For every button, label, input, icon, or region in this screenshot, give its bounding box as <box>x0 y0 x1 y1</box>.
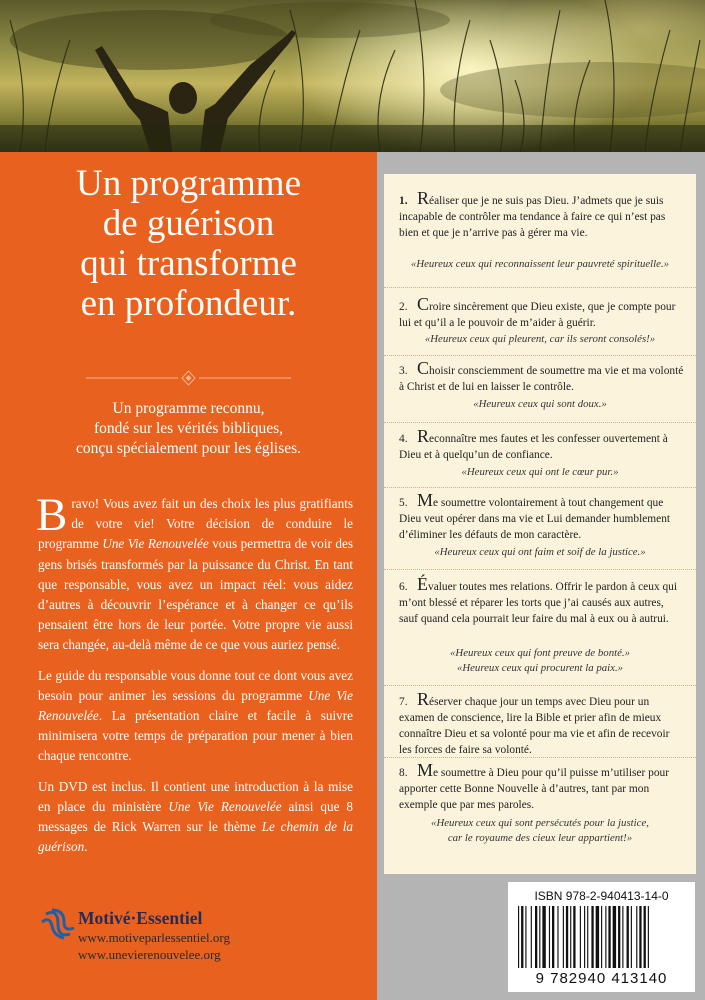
step-4-text: econnaître mes fautes et les confesser ouvertement à Dieu et à quelqu’un de confiance. <box>399 433 668 461</box>
separator <box>384 569 696 571</box>
step-7-number: 7. <box>399 696 408 708</box>
paragraph-3 <box>38 777 353 858</box>
step-6-quote <box>384 646 696 676</box>
barcode-bar <box>627 906 629 968</box>
step-2-quote <box>384 332 696 347</box>
barcode-bar <box>622 906 623 968</box>
step-4-number: 4. <box>399 433 408 445</box>
paragraph-2-part-b: . La présentation claire et facile à suivre minimisera votre temps de préparation pour mener à bien chaque rencontre. <box>38 708 353 764</box>
barcode-bar <box>596 906 599 968</box>
step-6 <box>399 574 684 627</box>
step-6-text: valuer toutes mes relations. Offrir le pardon à ceux qui m’ont blessé et réparer les torts que j’ai causés aux autres, sauf quand cela pourrait leur faire du mal à eux ou à autrui. <box>399 581 678 625</box>
barcode-bar <box>580 906 581 968</box>
subtitle-line-2: fondé sur les vérités bibliques, <box>94 420 283 437</box>
step-2-number: 2. <box>399 301 408 313</box>
right-column <box>377 152 705 1000</box>
step-6-number: 6. <box>399 581 408 593</box>
barcode-bar <box>570 906 571 968</box>
step-3-number: 3. <box>399 365 408 377</box>
separator <box>384 287 696 289</box>
step-7-text: éserver chaque jour un temps avec Dieu pour un examen de conscience, lire la Bible et prier afin de mieux connaître Dieu et sa volonté pour ma vie et afin de recevoir les forces de faire sa volonté. <box>399 696 670 756</box>
step-6-quote-line-1: «Heureux ceux qui font preuve de bonté.» <box>450 647 630 659</box>
barcode-bar <box>584 906 585 968</box>
drop-cap: B <box>36 489 68 541</box>
isbn-label: ISBN 978-2-940413-14-0 <box>534 889 669 903</box>
step-4-quote <box>384 465 696 480</box>
step-8-number: 8. <box>399 767 408 779</box>
barcode-bar <box>587 906 588 968</box>
barcode-digits: 9 782940 413140 <box>535 970 668 987</box>
separator <box>384 757 696 759</box>
barcode-bar <box>648 906 649 968</box>
subtitle-line-3: conçu spécialement pour les églises. <box>75 440 302 457</box>
paragraph-2-italic: Une Vie Renouvelée <box>38 687 353 724</box>
paragraph-3-part-b: ainsi que 8 messages de Rick Warren sur le thème <box>38 798 353 835</box>
headline-line-4: en profondeur. <box>80 283 297 324</box>
step-1-cap: R <box>417 188 430 208</box>
paragraph-1 <box>36 489 353 656</box>
left-column <box>0 152 377 1000</box>
subtitle <box>0 399 377 459</box>
barcode-bar <box>557 906 558 968</box>
steps-panel <box>384 174 696 874</box>
step-8-quote <box>384 816 696 846</box>
paragraph-2 <box>38 666 353 767</box>
barcode-bar <box>605 906 606 968</box>
step-8-quote-line-1: «Heureux ceux qui sont persécutés pour la justice, <box>431 817 649 829</box>
publisher-name: Motivé·Essentiel <box>78 908 203 928</box>
step-5-quote <box>384 545 696 560</box>
barcode-bar <box>608 906 610 968</box>
body-text <box>36 489 353 867</box>
barcode-bar <box>613 906 616 968</box>
step-3-cap: C <box>417 358 430 378</box>
paragraph-2-part-a: Le guide du responsable vous donne tout ce dont vous avez besoin pour animer les sessions du programme <box>38 667 353 703</box>
ornament-divider <box>86 370 291 386</box>
barcode-bar <box>535 906 537 968</box>
barcode-bar <box>566 906 568 968</box>
paragraph-3-part-c: . <box>84 839 88 855</box>
step-5-number: 5. <box>399 497 408 509</box>
barcode-bar <box>639 906 641 968</box>
step-1 <box>399 188 684 241</box>
barcode-bar <box>563 906 564 968</box>
step-5-cap: M <box>417 490 434 510</box>
step-1-quote-line: «Heureux ceux qui reconnaissent leur pauvreté spirituelle.» <box>410 258 670 270</box>
step-1-quote <box>384 257 696 272</box>
step-3-quote <box>384 397 696 412</box>
step-4 <box>399 426 684 463</box>
barcode-bar <box>525 906 526 968</box>
barcode-bar <box>518 906 519 968</box>
step-7-cap: R <box>417 689 430 709</box>
barcode-bar <box>631 906 632 968</box>
barcode-bar <box>552 906 554 968</box>
paragraph-1-part-a: ravo! Vous avez fait un des choix les plus gratifiants de votre vie! Votre décision de conduire le programme <box>38 496 353 552</box>
headline-line-2: de guérison <box>102 203 275 244</box>
step-5-quote-line: «Heureux ceux qui ont faim et soif de la justice.» <box>434 546 646 558</box>
publisher-url-2[interactable]: www.unevierenouvelee.org <box>78 947 221 962</box>
barcode-bar <box>618 906 620 968</box>
step-4-quote-line: «Heureux ceux qui ont le cœur pur.» <box>461 466 619 478</box>
step-3-quote-line: «Heureux ceux qui sont doux.» <box>473 398 607 410</box>
barcode-bar <box>573 906 575 968</box>
separator <box>384 355 696 357</box>
step-1-text: éaliser que je ne suis pas Dieu. J’admets que je suis incapable de contrôler ma tendance à faire ce qui n’est pas bien et que je n’arrive pas à gérer ma vie. <box>399 195 666 239</box>
step-4-cap: R <box>417 426 430 446</box>
barcode-bar <box>601 906 602 968</box>
barcode-bar <box>521 906 523 968</box>
barcode-bar <box>542 906 545 968</box>
step-3 <box>399 358 684 395</box>
paragraph-3-part-a: Un DVD est inclus. Il contient une introduction à la mise en place du ministère <box>38 778 353 814</box>
subtitle-line-1: Un programme reconnu, <box>112 400 265 417</box>
separator <box>384 487 696 489</box>
paragraph-3-italic-1: Une Vie Renouvelée <box>168 798 282 814</box>
step-8-quote-line-2: car le royaume des cieux leur appartient!» <box>447 832 633 844</box>
step-2 <box>399 294 684 331</box>
step-3-text: hoisir consciemment de soumettre ma vie et ma volonté à Christ et de lui en laisser le contrôle. <box>399 365 684 393</box>
publisher-logo-icon <box>38 904 78 944</box>
step-5 <box>399 490 684 543</box>
step-6-quote-line-2: «Heureux ceux qui procurent la paix.» <box>456 662 624 674</box>
barcode-bar <box>591 906 593 968</box>
step-2-text: roire sincèrement que Dieu existe, que je compte pour lui et qu’il a le pouvoir de m’aider à guérir. <box>399 301 676 329</box>
step-2-quote-line: «Heureux ceux qui pleurent, car ils seront consolés!» <box>424 333 656 345</box>
hero-photo <box>0 0 705 152</box>
headline <box>0 164 377 324</box>
barcode-icon <box>516 906 687 970</box>
step-8 <box>399 760 684 813</box>
barcode-bar <box>636 906 637 968</box>
step-1-number: 1. <box>399 195 408 207</box>
paragraph-3-italic-2: Le chemin de la guérison <box>38 819 353 855</box>
barcode-bar <box>549 906 550 968</box>
step-6-cap: É <box>417 574 428 594</box>
headline-line-3: qui transforme <box>80 243 297 284</box>
step-2-cap: C <box>417 294 430 314</box>
publisher-url-1[interactable]: www.motiveparlessentiel.org <box>78 930 230 945</box>
barcode-bar <box>531 906 532 968</box>
barcode-bar <box>539 906 540 968</box>
paragraph-1-italic: Une Vie Renouvelée <box>102 536 209 552</box>
barcode-bar <box>644 906 646 968</box>
step-8-cap: M <box>417 760 434 780</box>
barcode-box <box>508 882 695 992</box>
step-8-text: e soumettre à Dieu pour qu’il puisse m’utiliser pour apporter cette Bonne Nouvelle à d’autres, tant par mon exemple que par mes paroles. <box>399 767 670 811</box>
hero-illustration <box>0 0 705 152</box>
step-5-text: e soumettre volontairement à tout changement que Dieu veut opérer dans ma vie et Lui demander humblement d’éliminer les défauts de mon caractère. <box>399 497 671 541</box>
step-7 <box>399 689 684 758</box>
separator <box>384 685 696 687</box>
separator <box>384 422 696 424</box>
headline-line-1: Un programme <box>75 163 302 204</box>
paragraph-1-part-b: vous permettra de voir des gens brisés transformés par la puissance du Christ. En tant que responsable, vous avez un impact réel: vous aidez d’autres à découvrir l’espérance et à changer ce qu’ils pensaient être hors de leur portée. Votre propre vie aussi sera changée, au-delà même de ce que vous auriez pensé. <box>38 536 353 653</box>
